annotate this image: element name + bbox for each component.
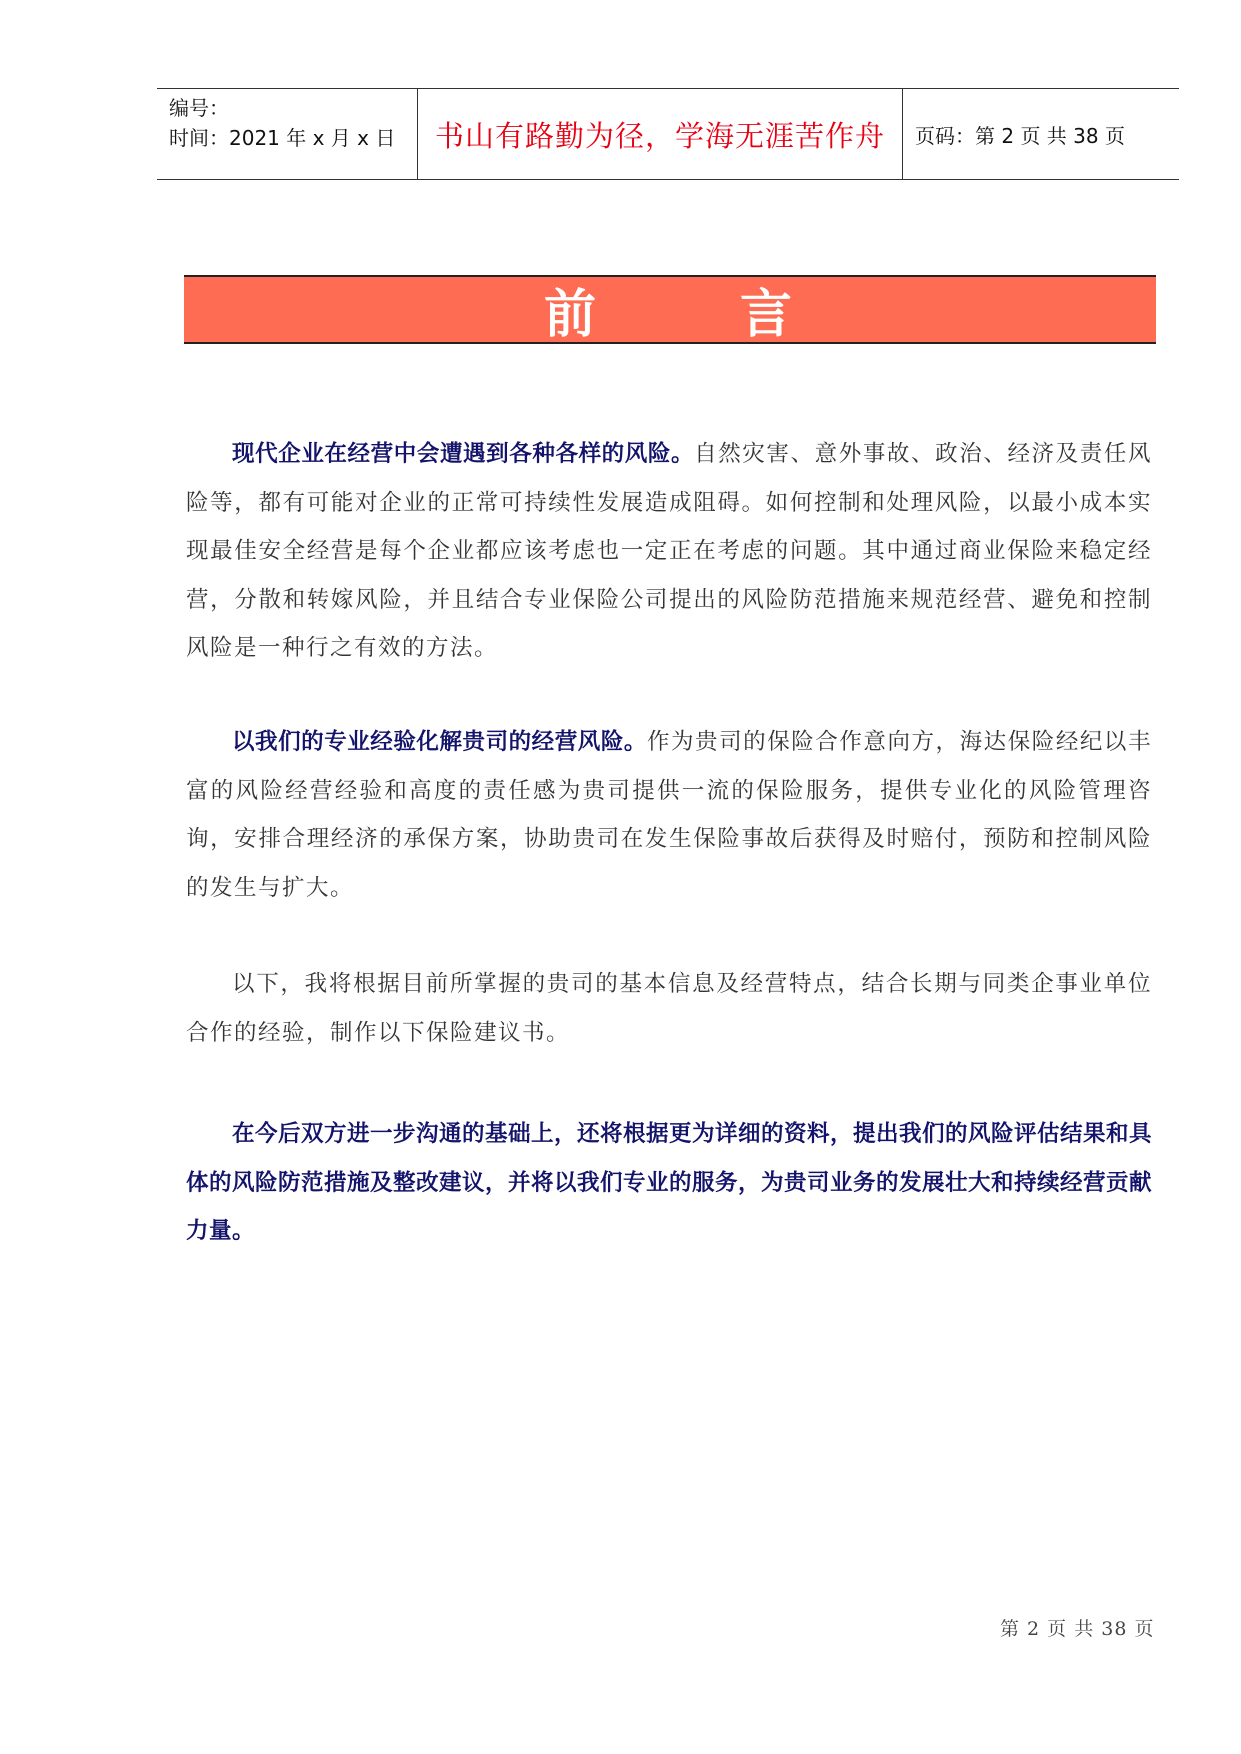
section-title-char-2: 言 bbox=[740, 285, 797, 345]
header-motto-cell bbox=[418, 89, 903, 179]
paragraph-1-lead: 现代企业在经营中会遭遇到各种各样的风险。 bbox=[232, 441, 695, 467]
document-number-label: 编号： bbox=[169, 96, 229, 120]
section-title-banner bbox=[184, 275, 1156, 344]
header-page-cell bbox=[903, 89, 1179, 179]
paragraph-4: 在今后双方进一步沟通的基础上，还将根据更为详细的资料，提出我们的风险评估结果和具体的风险防范措施及整改建议，并将以我们专业的服务，为贵司业务的发展壮大和持续经营贡献力量。 bbox=[186, 1121, 1153, 1244]
section-title-char-1: 前 bbox=[543, 285, 600, 345]
header-page-info: 页码：第 2 页 共 38 页 bbox=[915, 123, 1125, 148]
header-motto: 书山有路勤为径，学海无涯苦作舟 bbox=[434, 118, 885, 153]
paragraph-2 bbox=[186, 718, 1152, 912]
header-meta-cell bbox=[157, 89, 418, 179]
document-date: 时间：2021 年 x 月 x 日 bbox=[169, 126, 396, 150]
document-header bbox=[157, 88, 1179, 180]
paragraph-3: 以下，我将根据目前所掌握的贵司的基本信息及经营特点，结合长期与同类企事业单位合作的经验，制作以下保险建议书。 bbox=[186, 971, 1152, 1046]
paragraph-1-body: 自然灾害、意外事故、政治、经济及责任风险等，都有可能对企业的正常可持续性发展造成阻碍。如何控制和处理风险，以最小成本实现最佳安全经营是每个企业都应该考虑也一定正在考虑的问题。其中通过商业保险来稳定经营，分散和转嫁风险，并且结合专业保险公司提出的风险防范措施来规范经营、避免和控制风险是一种行之有效的方法。 bbox=[186, 441, 1152, 661]
paragraph-2-body: 作为贵司的保险合作意向方，海达保险经纪以丰富的风险经营经验和高度的责任感为贵司提供一流的保险服务，提供专业化的风险管理咨询，安排合理经济的承保方案，协助贵司在发生保险事故后获得及时赔付，预防和控制风险的发生与扩大。 bbox=[186, 729, 1152, 901]
page-footer: 第 2 页 共 38 页 bbox=[1000, 1618, 1155, 1640]
paragraph-2-lead: 以我们的专业经验化解贵司的经营风险。 bbox=[232, 729, 647, 755]
paragraph-1 bbox=[186, 430, 1152, 673]
